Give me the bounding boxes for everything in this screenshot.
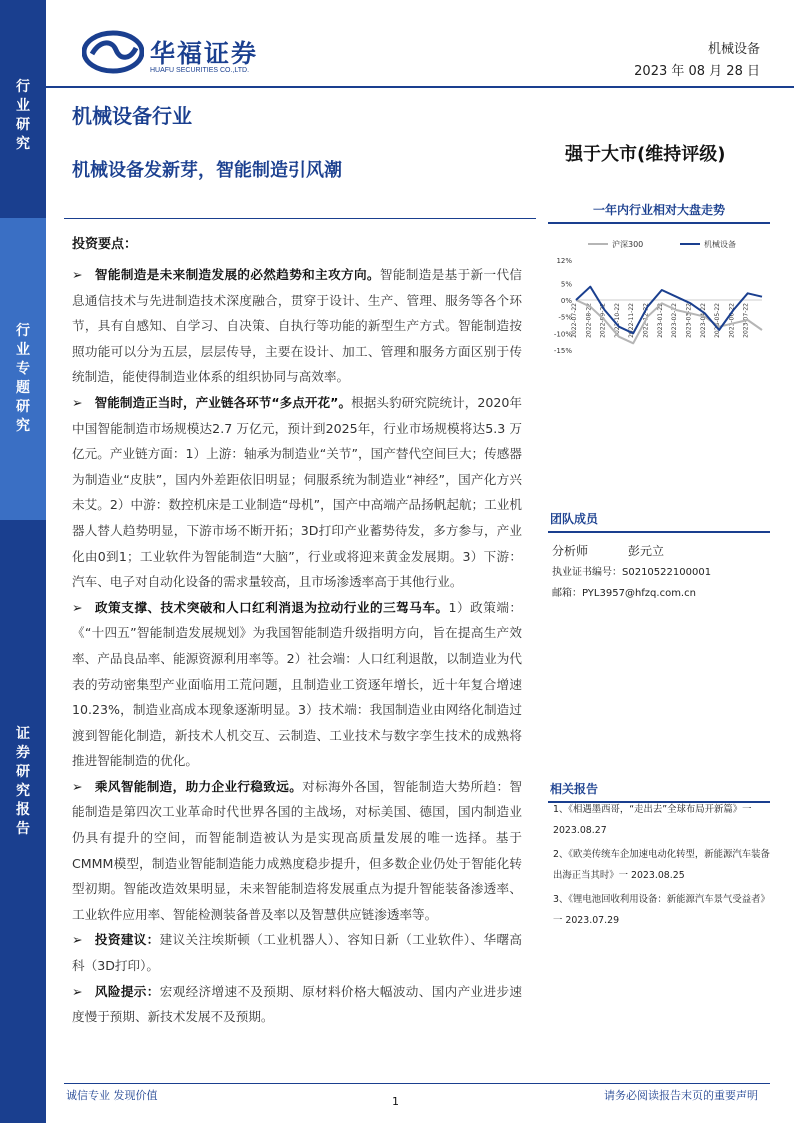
- team-block: [552, 540, 772, 604]
- company-logo: [82, 30, 144, 78]
- x-tick-label: 2022-12-22: [642, 303, 650, 338]
- y-tick-label: 0%: [560, 297, 572, 305]
- x-tick-label: 2022-09-22: [599, 303, 607, 338]
- key-point: [72, 595, 522, 774]
- industry-title: 机械设备行业: [72, 104, 192, 128]
- x-tick-label: 2023-02-22: [671, 303, 679, 338]
- company-name-en: HUAFU SECURITIES CO.,LTD.: [150, 67, 250, 74]
- arrow-icon: ➢: [72, 599, 83, 615]
- key-point-lead: 智能制造是未来制造发展的必然趋势和主攻方向。: [94, 267, 380, 282]
- key-point: [72, 262, 522, 390]
- x-tick-label: 2023-01-22: [656, 303, 664, 338]
- sidebar-segment-securities: [0, 520, 46, 1123]
- trend-label: 一年内行业相对大盘走势: [548, 201, 770, 224]
- rating: 强于大市(维持评级): [565, 144, 726, 165]
- analyst-license: 执业证书编号：S0210522100001: [552, 567, 712, 578]
- key-point: [72, 390, 522, 595]
- logo-mark-icon: [82, 30, 144, 74]
- analyst-name: 彭元立: [628, 544, 665, 558]
- report-title: 机械设备发新芽，智能制造引风潮: [72, 160, 342, 181]
- key-point-lead: 乘风智能制造，助力企业行稳致远。: [94, 778, 303, 794]
- key-point-lead: 风险提示：: [94, 983, 160, 999]
- key-point-lead: 智能制造正当时，产业链各环节“多点开花”。: [94, 394, 352, 410]
- x-tick-label: 2023-07-22: [742, 303, 750, 338]
- header-date: 2023 年 08 月 28 日: [634, 64, 760, 79]
- header-category: 机械设备: [707, 42, 760, 57]
- related-label: 相关报告: [548, 780, 770, 803]
- footer-slogan: 诚信专业 发现价值: [66, 1089, 158, 1102]
- trend-chart: [548, 232, 770, 362]
- header-divider: [46, 86, 794, 88]
- y-tick-label: -10%: [553, 330, 572, 339]
- company-name-cn: 华福证券: [150, 39, 259, 68]
- key-points-title: 投资要点：: [72, 237, 138, 252]
- key-point-body: 智能制造是基于新一代信息通信技术与先进制造技术深度融合，贯穿于设计、生产、管理、服务等各个环节，具有自感知、自学习、自决策、自执行等功能的新型生产方式。智能制造按照功能可以分为五层，层层传导，主要在设计、加工、管理和服务方面区别于传统制造，能使得制造业体系的组织协同与高效率。: [72, 267, 523, 385]
- related-report-item[interactable]: 2、《欧美传统车企加速电动化转型，新能源汽车装备出海正当其时》一 2023.08.25: [553, 849, 770, 881]
- key-point-body: 根据头豹研究院统计，2020年中国智能制造市场规模达2.7 万亿元，预计到2025年，行业市场规模将达5.3 万亿元。产业链方面：1）上游：轴承为制造业“关节”，国产替代空间巨大；传感器为制造业“皮肤”，国内外差距依旧明显；伺服系统为制造业“神经”，国产化方兴未艾。2）中游：数控机床是工业制造“母机”，国产中高端产品扬帆起航；工业机器人替人趋势明显，下游市场不断开拓；3D打印产业蓄势待发，多方参与，产业化由0到1；工业软件为智能制造“大脑”，行业或将迎来黄金发展期。3）下游：汽车、电子对自动化设备的需求量较高，且市场渗透率高于其他行业。: [72, 394, 522, 590]
- analyst-row: [552, 540, 772, 562]
- title-divider: [64, 218, 536, 219]
- footer-disclaimer: 请务必阅读报告末页的重要声明: [604, 1089, 758, 1102]
- x-tick-label: 2023-06-22: [728, 303, 736, 338]
- related-report-item[interactable]: 3、《锂电池回收利用设备：新能源汽车景气受益者》一 2023.07.29: [553, 894, 770, 926]
- sidebar-label-special: 行业专题研究: [16, 323, 30, 434]
- team-label: 团队成员: [548, 510, 770, 533]
- key-point-lead: 投资建议：: [94, 932, 160, 948]
- y-tick-label: 12%: [556, 257, 572, 265]
- arrow-icon: ➢: [72, 267, 83, 282]
- x-tick-label: 2023-05-22: [714, 303, 722, 338]
- x-tick-label: 2022-07-22: [571, 303, 578, 338]
- key-point: [72, 774, 522, 928]
- key-point-body: 1）政策端：《“十四五”智能制造发展规划》为我国智能制造升级指明方向，旨在提高生产效率、产品良品率、能源资源利用率等。2）社会端：人口红利退散，以制造业为代表的劳动密集型产业面临用工荒问题，且制造业工资逐年增长，近十年复合增速10.23%，制造业高成本现象逐渐明显。3）技术端：我国制造业由网络化制造过渡到智能化制造，新技术人机交互、云制造、工业技术与数字孪生技术的成熟将推进智能制造的优化。: [72, 599, 523, 769]
- key-points-list: [72, 262, 522, 1030]
- arrow-icon: ➢: [72, 983, 83, 999]
- left-sidebar: [0, 0, 46, 1123]
- legend-label: 机械设备: [704, 240, 736, 249]
- key-point-body: 建议关注埃斯顿（工业机器人）、容知日新（工业软件）、华曙高科（3D打印）。: [72, 932, 522, 974]
- sidebar-segment-special: [0, 218, 46, 520]
- x-tick-label: 2022-10-22: [613, 303, 621, 338]
- x-tick-label: 2023-03-22: [685, 303, 693, 338]
- arrow-icon: ➢: [72, 394, 83, 410]
- arrow-icon: ➢: [72, 932, 83, 948]
- analyst-role: 分析师: [552, 544, 589, 558]
- footer-divider: [64, 1083, 770, 1084]
- legend-label: 沪深300: [612, 240, 644, 249]
- trend-chart-svg: [548, 232, 770, 362]
- key-point: [72, 927, 522, 978]
- page-number: 1: [392, 1095, 399, 1108]
- y-tick-label: 5%: [560, 280, 572, 289]
- sidebar-label-securities: 证券研究报告: [16, 726, 30, 837]
- key-point: [72, 979, 522, 1030]
- x-tick-label: 2023-04-22: [699, 303, 707, 338]
- related-report-item[interactable]: 1、《相遇墨西哥，“走出去”全球布局开新篇》一 2023.08.27: [553, 804, 752, 836]
- y-tick-label: -5%: [558, 313, 572, 322]
- key-point-lead: 政策支撑、技术突破和人口红利消退为拉动行业的三驾马车。: [94, 599, 449, 615]
- key-point-body: 对标海外各国，智能制造大势所趋：智能制造是第四次工业革命时代世界各国的主战场，对标美国、德国，国内制造业仍具有提升的空间，而智能制造被认为是实现高质量发展的唯一选择。基于CMMM模型，制造业智能制造能力成熟度稳步提升，但多数企业仍处于智能化转型初期。智能改造效果明显，未来智能制造将发展重点为提升智能装备渗透率、工业软件应用率、智能检测装备普及率以及智慧供应链渗透率等。: [72, 778, 523, 922]
- y-tick-label: -15%: [553, 347, 572, 355]
- sidebar-segment-industry: [0, 0, 46, 218]
- analyst-email[interactable]: 邮箱：PYL3957@hfzq.com.cn: [552, 588, 696, 599]
- related-reports: [553, 800, 773, 931]
- x-tick-label: 2022-08-22: [585, 303, 593, 338]
- sidebar-label-industry: 行业研究: [16, 79, 30, 152]
- key-point-body: 宏观经济增速不及预期、原材料价格大幅波动、国内产业进步速度慢于预期、新技术发展不及预期。: [72, 983, 523, 1025]
- arrow-icon: ➢: [72, 778, 83, 794]
- x-tick-label: 2022-11-22: [628, 303, 636, 338]
